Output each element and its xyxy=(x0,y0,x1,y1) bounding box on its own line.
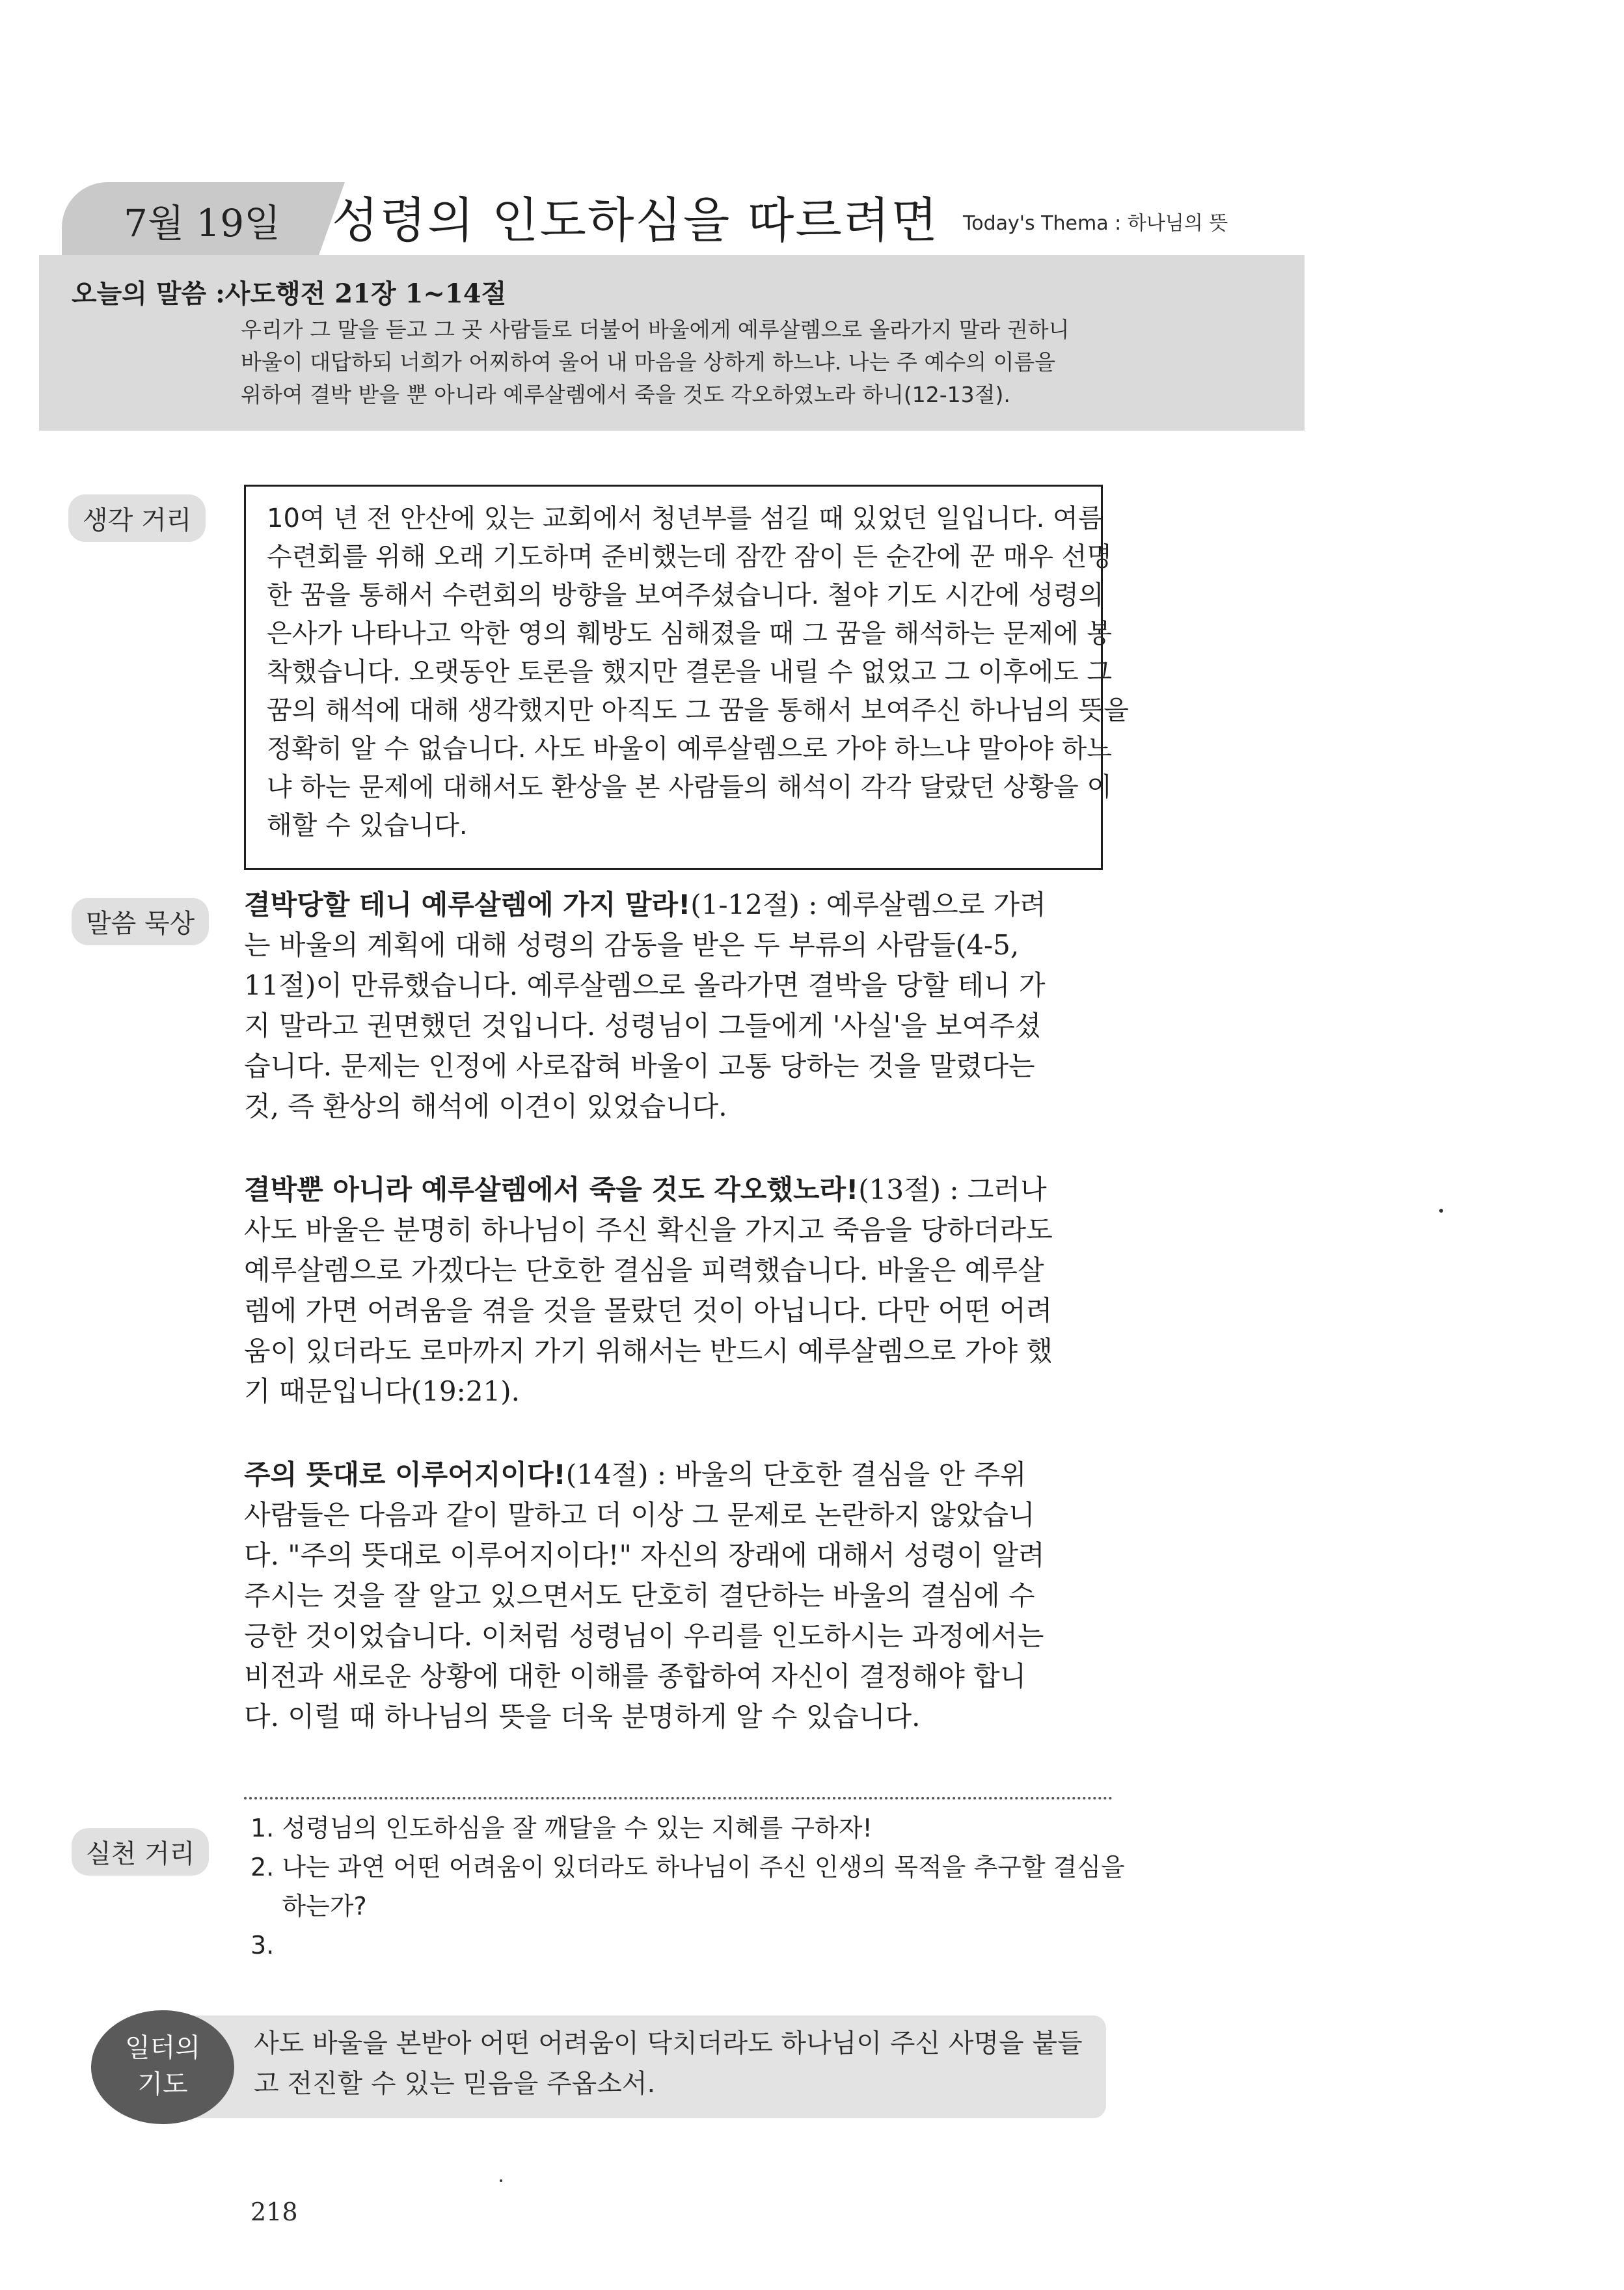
thema-separator: : xyxy=(1115,212,1122,235)
meditation-line: 렘에 가면 어려움을 겪을 것을 몰랐던 것이 아닙니다. 다만 어떤 어려 xyxy=(244,1295,1053,1327)
practice-label: 실천 거리 xyxy=(72,1828,209,1876)
meditation-paragraph-1 xyxy=(244,885,1116,1127)
meditation-line: 것, 즉 환상의 해석에 이견이 있었습니다. xyxy=(244,1090,727,1122)
meditation-line: 11절)이 만류했습니다. 예루살렘으로 올라가면 결박을 당할 테니 가 xyxy=(244,969,1046,1001)
meditation-line: 지 말라고 권면했던 것입니다. 성령님이 그들에게 '사실'을 보여주셨 xyxy=(244,1010,1042,1042)
think-line: 정확히 알 수 없습니다. 사도 바울이 예루살렘으로 가야 하느냐 말아야 하느 xyxy=(267,734,1113,764)
practice-item: 2. 나는 과연 어떤 어려움이 있더라도 하나님이 주신 인생의 목적을 추구할 결심을 xyxy=(250,1853,1125,1881)
think-text xyxy=(267,500,1129,845)
think-line: 냐 하는 문제에 대해서도 환상을 본 사람들의 해석이 각각 달랐던 상황을 이 xyxy=(267,772,1113,802)
think-line: 수련회를 위해 오래 기도하며 준비했는데 잠깐 잠이 든 순간에 꾼 매우 선명 xyxy=(267,542,1113,572)
scan-speck xyxy=(1439,1209,1443,1213)
practice-item: 1. 성령님의 인도하심을 잘 깨달을 수 있는 지혜를 구하자! xyxy=(250,1814,873,1842)
meditation-ref: (1-12절) : 예루살렘으로 가려 xyxy=(690,889,1046,921)
meditation-line: 주시는 것을 잘 알고 있으면서도 단호히 결단하는 바울의 결심에 수 xyxy=(244,1580,1035,1611)
word-reference: :사도행전 21장 1~14절 xyxy=(215,278,507,309)
page-number: 218 xyxy=(250,2198,298,2226)
meditation-line: 사람들은 다음과 같이 말하고 더 이상 그 문제로 논란하지 않았습니 xyxy=(244,1499,1035,1531)
think-line: 해할 수 있습니다. xyxy=(267,811,468,841)
meditation-ref: (14절) : 바울의 단호한 결심을 안 주위 xyxy=(565,1459,1027,1490)
meditation-line: 는 바울의 계획에 대해 성령의 감동을 받은 두 부류의 사람들(4-5, xyxy=(244,929,1020,961)
meditation-line: 다. "주의 뜻대로 이루어지이다!" 자신의 장래에 대해서 성령이 알려 xyxy=(244,1539,1045,1571)
meditation-line: 비전과 새로운 상황에 대한 이해를 종합하여 자신이 결정해야 합니 xyxy=(244,1660,1027,1692)
think-line: 한 꿈을 통해서 수련회의 방향을 보여주셨습니다. 철야 기도 시간에 성령의 xyxy=(267,580,1104,610)
word-line: 위하여 결박 받을 뿐 아니라 예루살렘에서 죽을 것도 각오하였노라 하니(12-13절). xyxy=(241,382,1010,407)
thema-label: Today's Thema xyxy=(963,212,1109,235)
meditation-line: 움이 있더라도 로마까지 가기 위해서는 반드시 예루살렘으로 가야 했 xyxy=(244,1335,1053,1367)
meditation-heading: 결박당할 테니 예루살렘에 가지 말라! xyxy=(244,889,691,921)
prayer-badge xyxy=(91,2010,234,2124)
meditation-line: 사도 바울은 분명히 하나님이 주신 확신을 가지고 죽음을 당하더라도 xyxy=(244,1214,1053,1246)
prayer-text xyxy=(254,2023,1100,2104)
meditation-line: 예루살렘으로 가겠다는 단호한 결심을 피력했습니다. 바울은 예루살 xyxy=(244,1254,1044,1286)
practice-item: 3. xyxy=(250,1931,275,1960)
think-line: 꿈의 해석에 대해 생각했지만 아직도 그 꿈을 통해서 보여주신 하나님의 뜻을 xyxy=(267,695,1129,725)
word-label: 오늘의 말씀 xyxy=(72,278,207,309)
prayer-badge-line: 기도 xyxy=(137,2069,188,2099)
meditation-label: 말씀 묵상 xyxy=(72,898,209,945)
todays-word-text xyxy=(241,314,1139,411)
meditation-line: 다. 이럴 때 하나님의 뜻을 더욱 분명하게 알 수 있습니다. xyxy=(244,1701,921,1732)
meditation-paragraph-2 xyxy=(244,1170,1116,1412)
meditation-paragraph-3 xyxy=(244,1455,1116,1737)
date-tab xyxy=(62,182,319,255)
thema-value: 하나님의 뜻 xyxy=(1127,212,1228,235)
meditation-line: 긍한 것이었습니다. 이처럼 성령님이 우리를 인도하시는 과정에서는 xyxy=(244,1620,1044,1652)
todays-word-reference xyxy=(72,273,506,310)
word-line: 바울이 대답하되 너희가 어찌하여 울어 내 마음을 상하게 하느냐. 나는 주 예수의 이름을 xyxy=(241,349,1056,375)
prayer-line: 고 전진할 수 있는 믿음을 주옵소서. xyxy=(254,2069,656,2099)
meditation-ref: (13절) : 그러나 xyxy=(858,1174,1047,1206)
prayer-badge-line: 일터의 xyxy=(125,2033,200,2063)
prayer-line: 사도 바울을 본받아 어떤 어려움이 닥치더라도 하나님이 주신 사명을 붙들 xyxy=(254,2028,1083,2058)
scan-speck xyxy=(500,2179,502,2182)
think-line: 은사가 나타나고 악한 영의 훼방도 심해졌을 때 그 꿈을 해석하는 문제에 봉 xyxy=(267,619,1113,649)
today-thema xyxy=(963,207,1228,236)
practice-item: 하는가? xyxy=(250,1892,367,1920)
think-label: 생각 거리 xyxy=(68,494,206,542)
meditation-line: 기 때문입니다(19:21). xyxy=(244,1375,520,1407)
think-line: 착했습니다. 오랫동안 토론을 했지만 결론을 내릴 수 없었고 그 이후에도 그 xyxy=(267,657,1113,687)
word-line: 우리가 그 말을 듣고 그 곳 사람들로 더불어 바울에게 예루살렘으로 올라가지 말라 권하니 xyxy=(241,317,1070,342)
section-divider xyxy=(244,1797,1113,1799)
meditation-heading: 결박뿐 아니라 예루살렘에서 죽을 것도 각오했노라! xyxy=(244,1174,859,1206)
date-label: 7월 19일 xyxy=(124,201,281,245)
meditation-heading: 주의 뜻대로 이루어지이다! xyxy=(244,1459,566,1490)
page-title: 성령의 인도하심을 따르려면 xyxy=(332,193,939,249)
meditation-line: 습니다. 문제는 인정에 사로잡혀 바울이 고통 당하는 것을 말렸다는 xyxy=(244,1050,1035,1082)
think-line: 10여 년 전 안산에 있는 교회에서 청년부를 섬길 때 있었던 일입니다. 여름 xyxy=(267,504,1103,533)
practice-list xyxy=(250,1809,1125,1965)
